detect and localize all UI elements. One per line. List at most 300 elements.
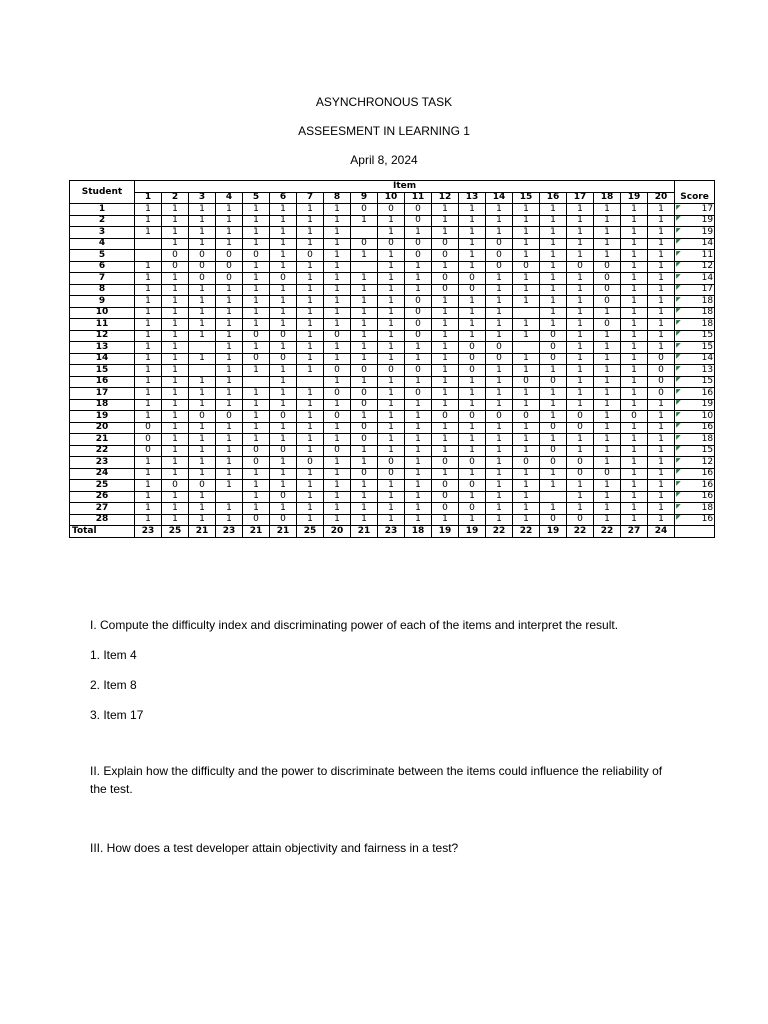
response-cell: 1 <box>189 434 216 446</box>
table-row <box>70 204 715 216</box>
response-cell: 1 <box>162 307 189 319</box>
response-cell: 0 <box>486 250 513 262</box>
student-number: 5 <box>70 250 135 262</box>
response-cell: 0 <box>567 457 594 469</box>
response-cell: 1 <box>351 284 378 296</box>
response-cell: 1 <box>270 215 297 227</box>
response-cell: 1 <box>594 503 621 515</box>
response-cell: 0 <box>567 261 594 273</box>
item-number-header: 8 <box>324 192 351 204</box>
response-cell: 1 <box>297 514 324 526</box>
response-cell: 0 <box>594 284 621 296</box>
response-cell: 1 <box>216 296 243 308</box>
response-cell: 1 <box>243 342 270 354</box>
response-cell: 1 <box>135 319 162 331</box>
response-cell: 1 <box>270 227 297 239</box>
student-number: 6 <box>70 261 135 273</box>
response-cell: 1 <box>540 399 567 411</box>
item-number-header: 18 <box>594 192 621 204</box>
total-score-cell <box>675 526 715 538</box>
response-cell: 0 <box>432 491 459 503</box>
score-value: 15 <box>701 376 714 387</box>
score-cell <box>675 238 715 250</box>
response-cell: 1 <box>243 468 270 480</box>
response-cell: 0 <box>405 330 432 342</box>
response-cell: 0 <box>648 353 675 365</box>
response-cell: 1 <box>297 480 324 492</box>
response-cell: 0 <box>621 411 648 423</box>
table-row <box>70 238 715 250</box>
response-cell: 1 <box>567 273 594 285</box>
student-number: 13 <box>70 342 135 354</box>
score-cell <box>675 330 715 342</box>
response-cell: 1 <box>459 388 486 400</box>
response-cell <box>135 250 162 262</box>
response-cell: 1 <box>432 307 459 319</box>
response-cell: 1 <box>567 365 594 377</box>
score-header: Score <box>675 192 715 204</box>
response-cell: 1 <box>486 388 513 400</box>
cell-flag-icon: ◤ <box>676 341 681 349</box>
score-cell <box>675 342 715 354</box>
response-cell: 1 <box>378 215 405 227</box>
response-cell: 1 <box>459 376 486 388</box>
response-cell: 1 <box>270 342 297 354</box>
response-cell: 0 <box>405 319 432 331</box>
response-cell: 0 <box>486 342 513 354</box>
response-cell: 1 <box>567 480 594 492</box>
response-cell: 1 <box>162 342 189 354</box>
response-cell: 0 <box>162 250 189 262</box>
score-value: 18 <box>701 307 714 318</box>
response-cell: 1 <box>324 434 351 446</box>
response-cell: 1 <box>216 215 243 227</box>
response-cell: 1 <box>621 307 648 319</box>
response-cell: 1 <box>621 261 648 273</box>
response-cell: 1 <box>405 399 432 411</box>
score-value: 13 <box>701 364 714 375</box>
response-cell: 0 <box>486 353 513 365</box>
response-cell: 1 <box>297 238 324 250</box>
student-number: 7 <box>70 273 135 285</box>
response-cell: 1 <box>405 376 432 388</box>
score-value: 16 <box>701 491 714 502</box>
response-cell: 1 <box>648 503 675 515</box>
response-cell: 1 <box>135 468 162 480</box>
response-cell: 1 <box>432 353 459 365</box>
response-cell: 1 <box>270 365 297 377</box>
response-cell: 1 <box>621 319 648 331</box>
response-cell: 1 <box>486 514 513 526</box>
response-cell: 1 <box>378 296 405 308</box>
response-cell: 0 <box>432 238 459 250</box>
response-cell: 1 <box>135 273 162 285</box>
item-total-cell: 23 <box>135 526 162 538</box>
response-cell: 1 <box>297 422 324 434</box>
response-cell: 1 <box>648 342 675 354</box>
response-cell: 1 <box>540 227 567 239</box>
response-cell: 1 <box>540 204 567 216</box>
student-number: 18 <box>70 399 135 411</box>
score-cell <box>675 388 715 400</box>
response-cell: 1 <box>648 491 675 503</box>
response-cell: 1 <box>405 227 432 239</box>
cell-flag-icon: ◤ <box>676 307 681 315</box>
response-cell: 1 <box>378 388 405 400</box>
score-value: 16 <box>701 468 714 479</box>
response-cell: 1 <box>324 399 351 411</box>
response-cell: 1 <box>459 491 486 503</box>
response-cell: 1 <box>513 227 540 239</box>
score-cell <box>675 353 715 365</box>
response-cell: 0 <box>459 480 486 492</box>
response-cell: 1 <box>324 296 351 308</box>
response-cell: 1 <box>216 468 243 480</box>
response-cell: 0 <box>135 434 162 446</box>
response-cell: 0 <box>540 445 567 457</box>
response-cell: 1 <box>432 330 459 342</box>
response-cell: 1 <box>513 284 540 296</box>
score-table-body <box>70 204 715 538</box>
response-cell: 0 <box>405 250 432 262</box>
response-cell: 1 <box>189 296 216 308</box>
response-cell: 1 <box>216 376 243 388</box>
score-value: 19 <box>701 399 714 410</box>
item-number-header: 3 <box>189 192 216 204</box>
response-cell: 1 <box>459 422 486 434</box>
response-cell: 1 <box>594 330 621 342</box>
response-cell: 1 <box>189 376 216 388</box>
response-cell: 1 <box>486 376 513 388</box>
score-value: 18 <box>701 318 714 329</box>
student-number: 27 <box>70 503 135 515</box>
response-cell: 0 <box>405 238 432 250</box>
response-cell: 1 <box>243 261 270 273</box>
cell-flag-icon: ◤ <box>676 330 681 338</box>
score-cell <box>675 376 715 388</box>
response-cell <box>351 261 378 273</box>
response-cell: 0 <box>216 261 243 273</box>
student-number: 16 <box>70 376 135 388</box>
table-row <box>70 514 715 526</box>
response-cell: 1 <box>162 296 189 308</box>
response-cell: 1 <box>540 365 567 377</box>
response-cell: 1 <box>297 204 324 216</box>
score-value: 17 <box>701 203 714 214</box>
student-number: 26 <box>70 491 135 503</box>
response-cell: 1 <box>432 434 459 446</box>
response-cell: 1 <box>324 204 351 216</box>
response-cell: 1 <box>243 388 270 400</box>
response-cell: 1 <box>351 503 378 515</box>
response-cell: 1 <box>486 503 513 515</box>
response-cell: 1 <box>648 422 675 434</box>
response-cell: 1 <box>189 227 216 239</box>
score-cell <box>675 284 715 296</box>
response-cell: 1 <box>432 365 459 377</box>
response-cell: 1 <box>270 503 297 515</box>
cell-flag-icon: ◤ <box>676 261 681 269</box>
response-cell: 1 <box>324 342 351 354</box>
response-cell: 1 <box>243 238 270 250</box>
response-cell: 0 <box>270 514 297 526</box>
response-cell: 1 <box>216 514 243 526</box>
item-number-header: 20 <box>648 192 675 204</box>
response-cell: 1 <box>459 250 486 262</box>
response-cell: 1 <box>648 445 675 457</box>
response-cell: 1 <box>378 284 405 296</box>
response-cell: 0 <box>567 468 594 480</box>
response-cell: 1 <box>486 434 513 446</box>
response-cell: 1 <box>270 468 297 480</box>
response-cell: 1 <box>432 422 459 434</box>
response-cell: 1 <box>324 250 351 262</box>
score-cell <box>675 411 715 423</box>
item-total-cell: 18 <box>405 526 432 538</box>
response-cell: 1 <box>162 330 189 342</box>
response-cell: 1 <box>297 434 324 446</box>
response-cell: 1 <box>324 238 351 250</box>
student-number: 24 <box>70 468 135 480</box>
response-cell: 1 <box>189 284 216 296</box>
cell-flag-icon: ◤ <box>676 502 681 510</box>
response-cell: 1 <box>648 514 675 526</box>
score-cell <box>675 399 715 411</box>
response-cell: 1 <box>540 480 567 492</box>
response-cell: 1 <box>216 227 243 239</box>
response-cell: 1 <box>459 514 486 526</box>
score-value: 11 <box>701 249 714 260</box>
response-cell: 0 <box>432 284 459 296</box>
cell-flag-icon: ◤ <box>676 468 681 476</box>
response-cell: 1 <box>594 388 621 400</box>
response-cell: 1 <box>432 388 459 400</box>
response-cell: 1 <box>513 319 540 331</box>
response-cell: 1 <box>567 330 594 342</box>
response-cell: 1 <box>324 215 351 227</box>
score-value: 10 <box>701 410 714 421</box>
response-cell: 1 <box>297 342 324 354</box>
item-number-header: 2 <box>162 192 189 204</box>
response-cell: 1 <box>459 215 486 227</box>
response-cell: 1 <box>486 365 513 377</box>
response-cell: 1 <box>459 204 486 216</box>
cell-flag-icon: ◤ <box>676 491 681 499</box>
total-label: Total <box>70 526 135 538</box>
item-total-cell: 23 <box>378 526 405 538</box>
response-cell: 1 <box>324 480 351 492</box>
response-cell: 1 <box>297 399 324 411</box>
response-cell: 0 <box>243 353 270 365</box>
response-cell: 0 <box>567 514 594 526</box>
item-header: Item <box>135 181 675 193</box>
response-cell: 1 <box>243 422 270 434</box>
response-cell: 1 <box>432 342 459 354</box>
response-cell: 1 <box>594 491 621 503</box>
score-value: 17 <box>701 284 714 295</box>
response-cell: 1 <box>621 445 648 457</box>
table-row <box>70 330 715 342</box>
response-cell: 0 <box>540 376 567 388</box>
response-cell: 0 <box>540 514 567 526</box>
cell-flag-icon: ◤ <box>676 238 681 246</box>
response-cell: 1 <box>324 307 351 319</box>
response-cell: 0 <box>378 365 405 377</box>
table-row <box>70 376 715 388</box>
response-cell: 1 <box>459 319 486 331</box>
response-cell: 1 <box>270 261 297 273</box>
response-cell: 1 <box>621 434 648 446</box>
response-cell: 1 <box>243 204 270 216</box>
response-cell: 1 <box>351 296 378 308</box>
response-cell: 0 <box>135 445 162 457</box>
response-cell: 0 <box>648 376 675 388</box>
response-cell: 1 <box>378 227 405 239</box>
response-cell: 1 <box>297 330 324 342</box>
item-total-cell: 19 <box>540 526 567 538</box>
response-cell: 1 <box>621 204 648 216</box>
response-cell: 1 <box>486 330 513 342</box>
response-cell: 1 <box>351 319 378 331</box>
score-value: 12 <box>701 456 714 467</box>
score-value: 16 <box>701 422 714 433</box>
response-cell: 1 <box>648 296 675 308</box>
response-cell: 0 <box>459 353 486 365</box>
response-cell: 1 <box>189 422 216 434</box>
response-cell: 1 <box>567 491 594 503</box>
response-cell: 0 <box>540 457 567 469</box>
response-cell: 1 <box>243 503 270 515</box>
student-number: 2 <box>70 215 135 227</box>
response-cell: 0 <box>405 388 432 400</box>
item-total-cell: 20 <box>324 526 351 538</box>
response-cell: 1 <box>621 503 648 515</box>
table-row <box>70 503 715 515</box>
response-cell: 1 <box>432 399 459 411</box>
response-cell: 1 <box>567 296 594 308</box>
response-cell: 1 <box>270 434 297 446</box>
response-cell: 1 <box>216 480 243 492</box>
item-number-header: 4 <box>216 192 243 204</box>
response-cell: 1 <box>567 307 594 319</box>
response-cell: 1 <box>324 468 351 480</box>
response-cell: 1 <box>135 411 162 423</box>
response-cell: 1 <box>189 445 216 457</box>
response-cell: 0 <box>243 445 270 457</box>
response-cell: 1 <box>405 503 432 515</box>
response-cell: 1 <box>324 353 351 365</box>
item-total-cell: 21 <box>351 526 378 538</box>
table-row <box>70 215 715 227</box>
score-cell <box>675 491 715 503</box>
cell-flag-icon: ◤ <box>676 479 681 487</box>
response-cell: 0 <box>243 250 270 262</box>
score-value: 14 <box>701 272 714 283</box>
response-cell: 1 <box>567 284 594 296</box>
response-cell: 0 <box>459 273 486 285</box>
response-cell: 1 <box>135 376 162 388</box>
response-cell: 1 <box>189 491 216 503</box>
response-cell: 1 <box>135 503 162 515</box>
response-cell: 1 <box>135 365 162 377</box>
response-cell: 1 <box>324 273 351 285</box>
response-cell: 1 <box>405 422 432 434</box>
response-cell: 1 <box>162 284 189 296</box>
student-number: 4 <box>70 238 135 250</box>
response-cell: 1 <box>594 480 621 492</box>
question-1-item-b: 2. Item 8 <box>90 678 137 692</box>
response-cell: 0 <box>513 376 540 388</box>
response-cell <box>513 307 540 319</box>
table-row <box>70 250 715 262</box>
response-cell: 1 <box>216 399 243 411</box>
response-cell: 1 <box>405 434 432 446</box>
response-cell: 1 <box>270 307 297 319</box>
student-number: 10 <box>70 307 135 319</box>
response-cell: 1 <box>432 376 459 388</box>
response-cell: 1 <box>513 215 540 227</box>
response-cell: 1 <box>378 514 405 526</box>
item-total-cell: 21 <box>189 526 216 538</box>
response-cell: 1 <box>189 353 216 365</box>
response-cell: 0 <box>405 215 432 227</box>
response-cell: 0 <box>513 411 540 423</box>
response-cell: 1 <box>621 514 648 526</box>
student-number: 22 <box>70 445 135 457</box>
response-cell: 1 <box>513 330 540 342</box>
cell-flag-icon: ◤ <box>676 284 681 292</box>
response-cell: 1 <box>513 491 540 503</box>
response-cell: 1 <box>540 215 567 227</box>
response-cell: 1 <box>270 480 297 492</box>
response-cell: 1 <box>162 388 189 400</box>
response-cell: 0 <box>189 273 216 285</box>
response-cell: 1 <box>621 296 648 308</box>
response-cell: 1 <box>189 307 216 319</box>
score-value: 19 <box>701 226 714 237</box>
response-cell: 1 <box>189 457 216 469</box>
response-cell: 0 <box>378 204 405 216</box>
score-table-container <box>69 180 714 538</box>
response-cell: 1 <box>567 388 594 400</box>
response-cell: 0 <box>270 273 297 285</box>
response-cell: 0 <box>459 503 486 515</box>
response-cell: 1 <box>135 204 162 216</box>
response-cell: 0 <box>513 457 540 469</box>
item-number-header: 14 <box>486 192 513 204</box>
score-cell <box>675 457 715 469</box>
response-cell: 0 <box>594 296 621 308</box>
score-value: 19 <box>701 215 714 226</box>
student-number: 25 <box>70 480 135 492</box>
response-cell: 1 <box>486 307 513 319</box>
response-cell: 1 <box>513 250 540 262</box>
score-value: 16 <box>701 479 714 490</box>
response-cell: 1 <box>459 434 486 446</box>
response-cell: 1 <box>162 445 189 457</box>
response-cell: 1 <box>216 457 243 469</box>
response-cell: 1 <box>189 514 216 526</box>
response-cell: 0 <box>432 411 459 423</box>
table-row <box>70 227 715 239</box>
item-number-header: 10 <box>378 192 405 204</box>
response-cell: 1 <box>324 261 351 273</box>
response-cell: 1 <box>378 307 405 319</box>
response-cell: 1 <box>621 399 648 411</box>
item-total-cell: 19 <box>459 526 486 538</box>
table-row <box>70 445 715 457</box>
response-cell: 1 <box>621 215 648 227</box>
